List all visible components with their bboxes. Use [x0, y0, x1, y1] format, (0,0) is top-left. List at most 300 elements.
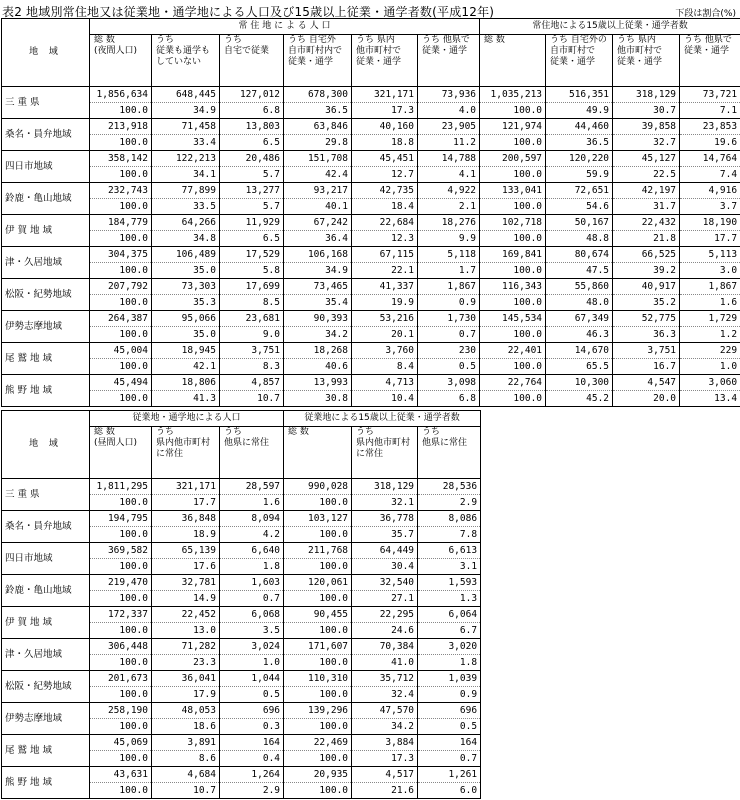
value-cell: 45,451 — [352, 151, 418, 167]
percent-cell: 1.6 — [680, 295, 740, 311]
value-cell: 18,276 — [418, 215, 480, 231]
percent-cell: 8.3 — [220, 359, 284, 375]
percent-cell: 6.0 — [418, 783, 481, 799]
value-cell: 1,593 — [418, 575, 481, 591]
percent-cell: 2.9 — [220, 783, 284, 799]
percent-cell: 17.3 — [352, 751, 418, 767]
percent-cell: 22.1 — [352, 263, 418, 279]
value-cell: 1,867 — [680, 279, 740, 295]
value-cell: 990,028 — [284, 479, 352, 495]
value-cell: 6,640 — [220, 543, 284, 559]
region-name: 松阪・紀勢地域 — [2, 671, 90, 703]
percent-cell: 1.2 — [680, 327, 740, 343]
value-cell: 110,310 — [284, 671, 352, 687]
percent-cell: 34.1 — [152, 167, 220, 183]
table-row-percent — [2, 295, 740, 311]
table-row — [2, 279, 740, 295]
percent-cell: 33.4 — [152, 135, 220, 151]
percent-cell: 0.7 — [418, 327, 480, 343]
value-cell: 1,044 — [220, 671, 284, 687]
column-header: うち 県内他市町村 に常住 — [152, 427, 220, 479]
value-cell: 13,803 — [220, 119, 284, 135]
percent-cell: 4.0 — [418, 103, 480, 119]
value-cell: 71,282 — [152, 639, 220, 655]
percent-cell: 100.0 — [90, 559, 152, 575]
value-cell: 23,681 — [220, 311, 284, 327]
column-header: うち 従業も通学も していない — [152, 35, 220, 87]
column-header: うち 他県で 従業・通学 — [418, 35, 480, 87]
value-cell: 1,856,634 — [90, 87, 152, 103]
percent-cell: 59.9 — [546, 167, 613, 183]
percent-cell: 47.5 — [546, 263, 613, 279]
value-cell: 200,597 — [480, 151, 546, 167]
percent-cell: 1.0 — [680, 359, 740, 375]
value-cell: 3,060 — [680, 375, 740, 391]
value-cell: 318,129 — [613, 87, 680, 103]
percent-cell: 100.0 — [480, 199, 546, 215]
column-header: うち 他県に常住 — [220, 427, 284, 479]
table-row — [2, 479, 481, 495]
percent-cell: 36.3 — [613, 327, 680, 343]
table-row-percent — [2, 135, 740, 151]
value-cell: 6,068 — [220, 607, 284, 623]
value-cell: 121,974 — [480, 119, 546, 135]
table-row — [2, 87, 740, 103]
value-cell: 36,778 — [352, 511, 418, 527]
table-row — [2, 151, 740, 167]
table-row-percent — [2, 391, 740, 407]
value-cell: 106,168 — [284, 247, 352, 263]
percent-cell: 4.2 — [220, 527, 284, 543]
value-cell: 14,788 — [418, 151, 480, 167]
value-cell: 696 — [220, 703, 284, 719]
value-cell: 17,529 — [220, 247, 284, 263]
percent-cell: 20.0 — [613, 391, 680, 407]
region-name: 松阪・紀勢地域 — [2, 279, 90, 311]
value-cell: 3,751 — [220, 343, 284, 359]
value-cell: 4,684 — [152, 767, 220, 783]
value-cell: 516,351 — [546, 87, 613, 103]
value-cell: 1,039 — [418, 671, 481, 687]
unit-note: 下段は割合(%) — [675, 9, 736, 19]
value-cell: 95,066 — [152, 311, 220, 327]
value-cell: 194,795 — [90, 511, 152, 527]
value-cell: 8,086 — [418, 511, 481, 527]
value-cell: 1,264 — [220, 767, 284, 783]
value-cell: 145,534 — [480, 311, 546, 327]
value-cell: 1,811,295 — [90, 479, 152, 495]
region-name: 桑名・員弁地域 — [2, 119, 90, 151]
value-cell: 211,768 — [284, 543, 352, 559]
value-cell: 45,069 — [90, 735, 152, 751]
percent-cell: 100.0 — [284, 655, 352, 671]
value-cell: 164 — [418, 735, 481, 751]
table-row-percent — [2, 231, 740, 247]
percent-cell: 54.6 — [546, 199, 613, 215]
region-name: 四日市地域 — [2, 151, 90, 183]
percent-cell: 18.9 — [152, 527, 220, 543]
percent-cell: 3.1 — [418, 559, 481, 575]
region-name: 尾 鷲 地 域 — [2, 735, 90, 767]
percent-cell: 36.4 — [284, 231, 352, 247]
percent-cell: 100.0 — [480, 103, 546, 119]
percent-cell: 100.0 — [90, 167, 152, 183]
percent-cell: 40.6 — [284, 359, 352, 375]
percent-cell: 7.1 — [680, 103, 740, 119]
value-cell: 133,041 — [480, 183, 546, 199]
percent-cell: 100.0 — [284, 591, 352, 607]
value-cell: 120,061 — [284, 575, 352, 591]
value-cell: 13,277 — [220, 183, 284, 199]
value-cell: 22,401 — [480, 343, 546, 359]
table-title: 表2 地域別常住地又は従業地・通学地による人口及び15歳以上従業・通学者数(平成12年) — [2, 5, 495, 19]
column-header: うち 県内 他市町村で 従業・通学 — [613, 35, 680, 87]
value-cell: 1,035,213 — [480, 87, 546, 103]
region-name: 伊勢志摩地域 — [2, 311, 90, 343]
value-cell: 22,684 — [352, 215, 418, 231]
value-cell: 73,936 — [418, 87, 480, 103]
percent-cell: 10.4 — [352, 391, 418, 407]
region-name: 熊 野 地 域 — [2, 767, 90, 799]
percent-cell: 19.9 — [352, 295, 418, 311]
percent-cell: 100.0 — [90, 783, 152, 799]
value-cell: 22,452 — [152, 607, 220, 623]
value-cell: 304,375 — [90, 247, 152, 263]
table-row — [2, 607, 481, 623]
value-cell: 207,792 — [90, 279, 152, 295]
percent-cell: 22.5 — [613, 167, 680, 183]
percent-cell: 8.5 — [220, 295, 284, 311]
percent-cell: 0.5 — [220, 687, 284, 703]
percent-cell: 0.5 — [418, 719, 481, 735]
percent-cell: 100.0 — [90, 719, 152, 735]
value-cell: 171,607 — [284, 639, 352, 655]
percent-cell: 1.8 — [418, 655, 481, 671]
percent-cell: 65.5 — [546, 359, 613, 375]
value-cell: 14,670 — [546, 343, 613, 359]
value-cell: 648,445 — [152, 87, 220, 103]
value-cell: 258,190 — [90, 703, 152, 719]
percent-cell: 5.7 — [220, 199, 284, 215]
percent-cell: 49.9 — [546, 103, 613, 119]
column-header: うち 他県で 従業・通学 — [680, 35, 740, 87]
value-cell: 219,470 — [90, 575, 152, 591]
percent-cell: 100.0 — [90, 655, 152, 671]
percent-cell: 100.0 — [480, 135, 546, 151]
value-cell: 42,735 — [352, 183, 418, 199]
table-row — [2, 703, 481, 719]
value-cell: 678,300 — [284, 87, 352, 103]
table-row — [2, 639, 481, 655]
percent-cell: 6.8 — [418, 391, 480, 407]
percent-cell: 100.0 — [480, 327, 546, 343]
value-cell: 22,295 — [352, 607, 418, 623]
value-cell: 32,781 — [152, 575, 220, 591]
value-cell: 4,517 — [352, 767, 418, 783]
percent-cell: 0.4 — [220, 751, 284, 767]
percent-cell: 32.1 — [352, 495, 418, 511]
column-header: 総 数 — [284, 427, 352, 479]
value-cell: 127,012 — [220, 87, 284, 103]
value-cell: 73,303 — [152, 279, 220, 295]
percent-cell: 36.5 — [546, 135, 613, 151]
percent-cell: 27.1 — [352, 591, 418, 607]
value-cell: 93,217 — [284, 183, 352, 199]
percent-cell: 18.4 — [352, 199, 418, 215]
percent-cell: 9.9 — [418, 231, 480, 247]
value-cell: 201,673 — [90, 671, 152, 687]
percent-cell: 12.3 — [352, 231, 418, 247]
percent-cell: 17.6 — [152, 559, 220, 575]
value-cell: 103,127 — [284, 511, 352, 527]
table-row — [2, 311, 740, 327]
percent-cell: 34.2 — [284, 327, 352, 343]
region-name: 四日市地域 — [2, 543, 90, 575]
value-cell: 306,448 — [90, 639, 152, 655]
column-header: うち 自宅外の 自市町村で 従業・通学 — [546, 35, 613, 87]
value-cell: 321,171 — [152, 479, 220, 495]
value-cell: 321,171 — [352, 87, 418, 103]
percent-cell: 1.7 — [418, 263, 480, 279]
value-cell: 3,884 — [352, 735, 418, 751]
region-name: 三 重 県 — [2, 479, 90, 511]
value-cell: 5,118 — [418, 247, 480, 263]
value-cell: 23,853 — [680, 119, 740, 135]
percent-cell: 19.6 — [680, 135, 740, 151]
value-cell: 13,993 — [284, 375, 352, 391]
value-cell: 67,115 — [352, 247, 418, 263]
value-cell: 18,190 — [680, 215, 740, 231]
value-cell: 122,213 — [152, 151, 220, 167]
percent-cell: 7.8 — [418, 527, 481, 543]
percent-cell: 0.5 — [418, 359, 480, 375]
percent-cell: 35.3 — [152, 295, 220, 311]
value-cell: 66,525 — [613, 247, 680, 263]
percent-cell: 17.9 — [152, 687, 220, 703]
percent-cell: 100.0 — [90, 263, 152, 279]
percent-cell: 34.8 — [152, 231, 220, 247]
value-cell: 45,004 — [90, 343, 152, 359]
percent-cell: 3.0 — [680, 263, 740, 279]
percent-cell: 35.4 — [284, 295, 352, 311]
region-name: 津・久居地域 — [2, 247, 90, 279]
percent-cell: 1.0 — [220, 655, 284, 671]
value-cell: 28,597 — [220, 479, 284, 495]
value-cell: 39,858 — [613, 119, 680, 135]
value-cell: 3,024 — [220, 639, 284, 655]
value-cell: 264,387 — [90, 311, 152, 327]
region-header: 地 域 — [2, 19, 90, 87]
value-cell: 230 — [418, 343, 480, 359]
value-cell: 318,129 — [352, 479, 418, 495]
value-cell: 3,760 — [352, 343, 418, 359]
value-cell: 6,064 — [418, 607, 481, 623]
percent-cell: 0.9 — [418, 687, 481, 703]
value-cell: 169,841 — [480, 247, 546, 263]
percent-cell: 6.8 — [220, 103, 284, 119]
column-header: うち 自宅で従業 — [220, 35, 284, 87]
region-name: 桑名・員弁地域 — [2, 511, 90, 543]
region-name: 鈴鹿・亀山地域 — [2, 575, 90, 607]
table-row-percent — [2, 103, 740, 119]
value-cell: 4,922 — [418, 183, 480, 199]
value-cell: 20,935 — [284, 767, 352, 783]
value-cell: 20,486 — [220, 151, 284, 167]
percent-cell: 100.0 — [90, 591, 152, 607]
value-cell: 52,775 — [613, 311, 680, 327]
value-cell: 17,699 — [220, 279, 284, 295]
percent-cell: 100.0 — [90, 687, 152, 703]
value-cell: 28,536 — [418, 479, 481, 495]
table-row — [2, 183, 740, 199]
percent-cell: 0.7 — [418, 751, 481, 767]
percent-cell: 35.0 — [152, 327, 220, 343]
column-header: うち 他県に常住 — [418, 427, 481, 479]
value-cell: 229 — [680, 343, 740, 359]
percent-cell: 100.0 — [90, 135, 152, 151]
value-cell: 45,494 — [90, 375, 152, 391]
group-header: 常住地による15歳以上従業・通学者数 — [480, 19, 740, 35]
value-cell: 40,917 — [613, 279, 680, 295]
value-cell: 14,764 — [680, 151, 740, 167]
value-cell: 50,167 — [546, 215, 613, 231]
percent-cell: 24.6 — [352, 623, 418, 639]
value-cell: 184,779 — [90, 215, 152, 231]
percent-cell: 100.0 — [284, 559, 352, 575]
value-cell: 4,713 — [352, 375, 418, 391]
percent-cell: 1.8 — [220, 559, 284, 575]
value-cell: 18,945 — [152, 343, 220, 359]
percent-cell: 48.8 — [546, 231, 613, 247]
value-cell: 80,674 — [546, 247, 613, 263]
value-cell: 151,708 — [284, 151, 352, 167]
value-cell: 696 — [418, 703, 481, 719]
percent-cell: 4.1 — [418, 167, 480, 183]
percent-cell: 13.0 — [152, 623, 220, 639]
table-row-percent — [2, 263, 740, 279]
value-cell: 67,242 — [284, 215, 352, 231]
region-name: 津・久居地域 — [2, 639, 90, 671]
percent-cell: 100.0 — [90, 359, 152, 375]
percent-cell: 18.8 — [352, 135, 418, 151]
value-cell: 73,721 — [680, 87, 740, 103]
table-row-percent — [2, 167, 740, 183]
percent-cell: 35.7 — [352, 527, 418, 543]
percent-cell: 20.1 — [352, 327, 418, 343]
value-cell: 65,139 — [152, 543, 220, 559]
percent-cell: 23.3 — [152, 655, 220, 671]
group-header: 従業地・通学地による人口 — [90, 411, 284, 427]
value-cell: 116,343 — [480, 279, 546, 295]
region-name: 伊勢志摩地域 — [2, 703, 90, 735]
value-cell: 4,916 — [680, 183, 740, 199]
percent-cell: 6.5 — [220, 135, 284, 151]
value-cell: 90,393 — [284, 311, 352, 327]
value-cell: 213,918 — [90, 119, 152, 135]
value-cell: 106,489 — [152, 247, 220, 263]
column-header: 総 数 (夜間人口) — [90, 35, 152, 87]
value-cell: 102,718 — [480, 215, 546, 231]
value-cell: 10,300 — [546, 375, 613, 391]
value-cell: 3,098 — [418, 375, 480, 391]
percent-cell: 10.7 — [152, 783, 220, 799]
value-cell: 4,857 — [220, 375, 284, 391]
region-name: 伊 賀 地 域 — [2, 215, 90, 247]
table-row — [2, 767, 481, 783]
value-cell: 11,929 — [220, 215, 284, 231]
percent-cell: 100.0 — [90, 295, 152, 311]
value-cell: 120,220 — [546, 151, 613, 167]
group-header: 従業地による15歳以上従業・通学者数 — [284, 411, 481, 427]
value-cell: 22,764 — [480, 375, 546, 391]
table-row — [2, 671, 481, 687]
value-cell: 358,142 — [90, 151, 152, 167]
percent-cell: 100.0 — [284, 527, 352, 543]
table-row — [2, 735, 481, 751]
value-cell: 23,905 — [418, 119, 480, 135]
value-cell: 45,127 — [613, 151, 680, 167]
value-cell: 47,570 — [352, 703, 418, 719]
value-cell: 72,651 — [546, 183, 613, 199]
percent-cell: 100.0 — [284, 623, 352, 639]
percent-cell: 1.6 — [220, 495, 284, 511]
percent-cell: 39.2 — [613, 263, 680, 279]
percent-cell: 100.0 — [90, 391, 152, 407]
value-cell: 139,296 — [284, 703, 352, 719]
value-cell: 43,631 — [90, 767, 152, 783]
table-row — [2, 119, 740, 135]
percent-cell: 100.0 — [90, 231, 152, 247]
value-cell: 44,460 — [546, 119, 613, 135]
percent-cell: 40.1 — [284, 199, 352, 215]
percent-cell: 2.1 — [418, 199, 480, 215]
value-cell: 64,449 — [352, 543, 418, 559]
table-row — [2, 375, 740, 391]
value-cell: 48,053 — [152, 703, 220, 719]
percent-cell: 42.1 — [152, 359, 220, 375]
percent-cell: 0.7 — [220, 591, 284, 607]
percent-cell: 5.8 — [220, 263, 284, 279]
percent-cell: 36.5 — [284, 103, 352, 119]
percent-cell: 16.7 — [613, 359, 680, 375]
column-header: 総 数 — [480, 35, 546, 87]
percent-cell: 17.7 — [680, 231, 740, 247]
value-cell: 22,469 — [284, 735, 352, 751]
value-cell: 4,547 — [613, 375, 680, 391]
percent-cell: 100.0 — [90, 495, 152, 511]
percent-cell: 41.3 — [152, 391, 220, 407]
region-header: 地 域 — [2, 411, 90, 479]
value-cell: 18,806 — [152, 375, 220, 391]
percent-cell: 8.6 — [152, 751, 220, 767]
value-cell: 40,160 — [352, 119, 418, 135]
percent-cell: 10.7 — [220, 391, 284, 407]
percent-cell: 3.7 — [680, 199, 740, 215]
percent-cell: 35.0 — [152, 263, 220, 279]
percent-cell: 100.0 — [480, 167, 546, 183]
value-cell: 172,337 — [90, 607, 152, 623]
percent-cell: 100.0 — [284, 687, 352, 703]
percent-cell: 5.7 — [220, 167, 284, 183]
value-cell: 77,899 — [152, 183, 220, 199]
value-cell: 232,743 — [90, 183, 152, 199]
percent-cell: 13.4 — [680, 391, 740, 407]
table-row — [2, 543, 481, 559]
percent-cell: 12.7 — [352, 167, 418, 183]
value-cell: 1,867 — [418, 279, 480, 295]
percent-cell: 100.0 — [284, 495, 352, 511]
percent-cell: 35.2 — [613, 295, 680, 311]
